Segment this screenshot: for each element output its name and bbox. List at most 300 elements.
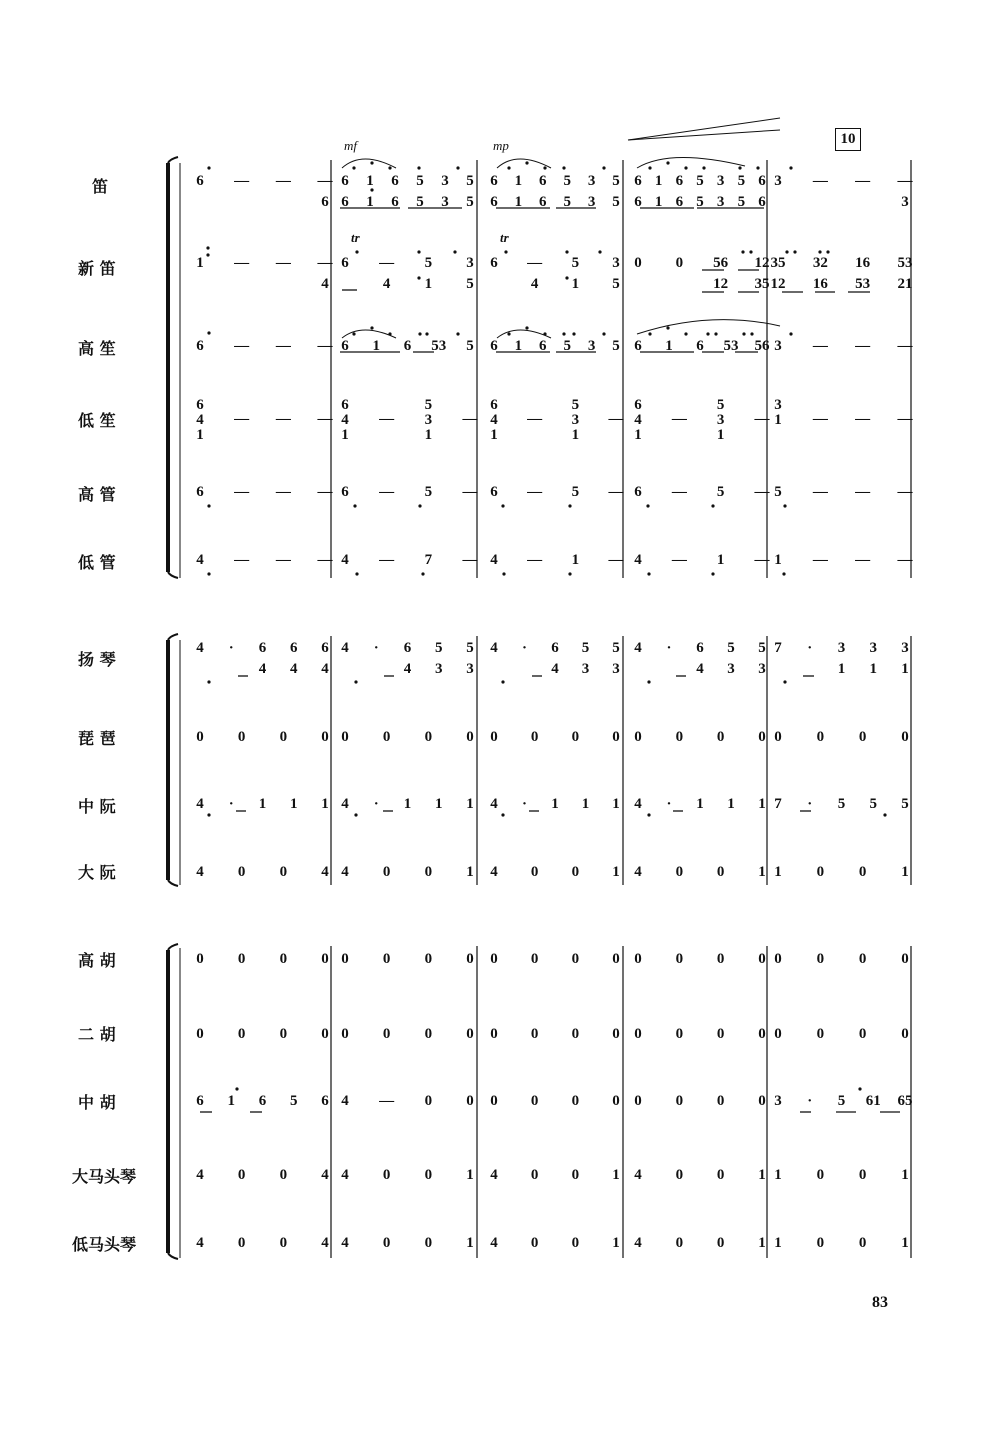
note: 0 [716,1093,725,1109]
note: 16 [812,276,828,292]
note: 4 [290,661,298,677]
note: 6 [196,173,204,189]
note: 0 [816,864,825,880]
note: 0 [424,1026,433,1042]
note: 0 [571,1026,580,1042]
note: 1 [758,1235,766,1251]
note: 6 [758,173,766,189]
note: 12 [770,276,786,292]
note: 4 [490,552,498,568]
note: 6 [341,484,349,500]
note: 6 [758,194,766,210]
note: 6 [258,1093,267,1109]
note: 4 [341,1093,349,1109]
note: 4 [341,864,349,880]
note: 0 [675,1167,684,1183]
note: 4 [341,796,349,812]
note: 6 [696,640,704,656]
note: 4 [341,552,349,568]
note: · [666,640,672,656]
note: 0 [758,729,766,745]
note: 6 [196,397,204,413]
note: 4 [490,412,498,428]
note: 4 [196,1235,204,1251]
note: — [379,411,395,427]
instrument-label-gaohu: 高 胡 [78,951,116,970]
note: 0 [675,1026,684,1042]
note: — [379,552,395,568]
note: 5 [696,173,704,189]
page-number: 83 [872,1294,888,1311]
note: 3 [774,173,782,189]
note: — [317,484,333,500]
note: 5 [581,640,590,656]
note: — [855,173,871,189]
note: 1 [571,427,580,443]
note: 0 [237,1167,246,1183]
note: 0 [816,729,825,745]
note: 0 [858,1026,867,1042]
note: 0 [279,1235,288,1251]
note: 0 [758,1026,766,1042]
note: 3 [774,397,782,413]
note: 0 [382,951,391,967]
note: 4 [196,552,204,568]
note: 4 [196,1167,204,1183]
note: 6 [490,173,498,189]
note: 0 [466,729,474,745]
note: 5 [737,194,746,210]
note: 5 [774,484,782,500]
note: — [527,484,543,500]
note: 1 [758,1167,766,1183]
note: 4 [321,864,329,880]
note: 4 [530,276,539,292]
note: 3 [435,661,443,677]
note: 4 [490,1235,498,1251]
note: 3 [612,255,620,271]
note: — [317,255,333,271]
note: 4 [321,1167,329,1183]
note: 6 [341,338,349,354]
note: 0 [530,729,539,745]
note: 1 [901,864,909,880]
note: 6 [196,338,204,354]
note: 1 [435,796,443,812]
note: — [234,411,250,427]
note: 6 [196,484,204,500]
note: 3 [716,412,725,428]
note: 5 [612,640,620,656]
note: 7 [424,552,433,568]
note: 1 [612,864,620,880]
note: 0 [858,729,867,745]
note: 3 [581,661,590,677]
note: — [275,255,291,271]
note: · [373,640,379,656]
note: 5 [869,796,877,812]
note: 6 [341,255,349,271]
note: — [234,484,250,500]
note: 0 [675,864,684,880]
note: 3 [441,173,449,189]
note: 5 [466,173,474,189]
note: 0 [424,1093,433,1109]
note: 56 [754,338,770,354]
note: 1 [466,796,474,812]
note: 4 [490,796,498,812]
note: 0 [758,1093,766,1109]
note: 0 [530,1026,539,1042]
note: 0 [424,864,433,880]
note: 5 [416,173,424,189]
note: 4 [321,1235,329,1251]
note: 6 [321,640,329,656]
note: 1 [290,796,298,812]
note: — [754,552,770,568]
note: 35 [770,255,786,271]
note: — [234,255,250,271]
note: 1 [696,796,704,812]
note: 4 [634,640,642,656]
note: 4 [196,864,204,880]
note: 0 [675,255,684,271]
note: 0 [634,1093,642,1109]
note: 4 [258,661,267,677]
note: 1 [466,1167,474,1183]
note: 6 [490,397,498,413]
note: 1 [716,427,725,443]
note: 61 [865,1093,881,1109]
note: — [317,552,333,568]
note: 6 [403,338,412,354]
note: 4 [490,1167,498,1183]
note: 0 [901,729,909,745]
note: 53 [431,338,447,354]
note: 1 [466,864,474,880]
note: 0 [279,1026,288,1042]
note: 0 [675,729,684,745]
note: 4 [490,640,498,656]
note: 5 [612,276,620,292]
instrument-label-diguan: 低 管 [78,553,116,572]
note: 1 [901,661,909,677]
note: — [812,484,828,500]
note: · [228,796,234,812]
note: 1 [774,412,782,428]
note: — [234,173,250,189]
note: — [812,173,828,189]
note: — [608,484,624,500]
note: 3 [466,255,474,271]
note: 32 [812,255,828,271]
note: 0 [716,1235,725,1251]
note: 0 [716,729,725,745]
note: 0 [382,729,391,745]
note: 1 [424,427,433,443]
note: 1 [341,427,349,443]
note: 5 [837,796,846,812]
note: 0 [237,729,246,745]
note: 1 [424,276,433,292]
note: 5 [612,194,620,210]
note: 6 [634,338,642,354]
note: 0 [774,951,782,967]
note: 0 [341,729,349,745]
note: 6 [634,397,642,413]
note: — [812,552,828,568]
note: — [812,411,828,427]
note: 3 [716,194,725,210]
note: 1 [571,552,580,568]
note: 12 [713,276,729,292]
note: 6 [391,194,399,210]
note: 1 [837,661,846,677]
note: 3 [587,194,596,210]
note: 3 [466,661,474,677]
note: 0 [237,1235,246,1251]
note: 1 [758,796,766,812]
note: — [317,411,333,427]
note: 4 [403,661,412,677]
note: 0 [466,1093,474,1109]
note: 0 [424,729,433,745]
note: 0 [321,729,329,745]
note: 56 [713,255,729,271]
note: 0 [612,951,620,967]
note: · [807,640,813,656]
note: 5 [424,484,433,500]
note: 1 [366,173,374,189]
note: 3 [587,173,596,189]
note: 5 [466,338,474,354]
note: 1 [727,796,735,812]
note: 0 [901,951,909,967]
note: 4 [321,276,329,292]
note: 0 [816,951,825,967]
note: — [671,411,687,427]
note: — [462,552,478,568]
note: 12 [754,255,770,271]
note: 6 [321,194,329,210]
note: 5 [571,255,580,271]
note: 5 [758,640,766,656]
instrument-label-zhonghu: 中 胡 [78,1093,116,1112]
instrument-label-gaoguan: 高 管 [78,485,116,504]
note: — [527,552,543,568]
note: 4 [634,864,642,880]
note: 6 [539,338,547,354]
note: 1 [654,194,663,210]
note: 5 [424,255,433,271]
note: 4 [696,661,704,677]
note: 5 [435,640,443,656]
note: 0 [612,1026,620,1042]
note: 1 [665,338,673,354]
note: — [897,411,913,427]
note: 6 [391,173,399,189]
note: 6 [196,1093,204,1109]
note: — [812,338,828,354]
note: 4 [634,1167,642,1183]
note: — [379,1093,395,1109]
note: 0 [612,1093,620,1109]
note: 1 [321,796,329,812]
note: 4 [341,412,349,428]
note: 3 [716,173,725,189]
note: — [897,173,913,189]
note: 3 [774,338,782,354]
note: — [379,255,395,271]
note: 0 [716,864,725,880]
note: 21 [897,276,913,292]
note: 0 [858,864,867,880]
note: 1 [551,796,559,812]
note: — [317,173,333,189]
note: 6 [539,194,547,210]
note: 5 [466,194,474,210]
note: 0 [279,1167,288,1183]
note: 0 [424,1167,433,1183]
instrument-label-di: 笛 [92,177,109,196]
note: — [234,552,250,568]
note: 1 [466,1235,474,1251]
note: · [228,640,234,656]
note: 0 [571,1093,580,1109]
note: 0 [634,729,642,745]
note: · [666,796,672,812]
note: 0 [816,1235,825,1251]
note: — [275,552,291,568]
note: 6 [634,484,642,500]
note: — [897,552,913,568]
note: 6 [490,194,498,210]
note: 5 [716,484,725,500]
note: 5 [612,338,620,354]
note: 0 [716,951,725,967]
note: 1 [774,864,782,880]
note: 0 [758,951,766,967]
note: 4 [382,276,391,292]
note: 53 [855,276,871,292]
note: — [855,411,871,427]
note: 5 [716,397,725,413]
note: 5 [727,640,735,656]
note: — [855,338,871,354]
note: 3 [758,661,766,677]
note: 1 [716,552,725,568]
note: — [234,338,250,354]
note: — [275,484,291,500]
note: 3 [774,1093,782,1109]
note: 3 [727,661,735,677]
note: 1 [514,173,523,189]
note: 7 [774,640,782,656]
note: 1 [571,276,580,292]
note: 0 [571,1235,580,1251]
note: 0 [716,1026,725,1042]
note: 0 [279,864,288,880]
note: — [317,338,333,354]
note: 0 [774,729,782,745]
note: 0 [279,729,288,745]
instrument-label-pipa: 琵 琶 [78,729,116,748]
note: 0 [237,1026,246,1042]
note: 53 [897,255,913,271]
note: 65 [897,1093,913,1109]
note: 1 [612,1167,620,1183]
note: 6 [341,194,349,210]
note: — [897,338,913,354]
note: 3 [869,640,877,656]
note: 6 [341,397,349,413]
note: 16 [855,255,871,271]
note: 0 [382,1235,391,1251]
note: 0 [279,951,288,967]
note: 1 [901,1235,909,1251]
note: 0 [571,729,580,745]
dynamic-mp: mp [493,138,509,153]
note: 7 [774,796,782,812]
note: · [521,640,527,656]
note: 3 [571,412,580,428]
note: 0 [858,951,867,967]
note: 1 [612,796,620,812]
note: 0 [612,729,620,745]
note: — [462,411,478,427]
note: 1 [514,338,523,354]
rehearsal-mark: 10 [835,128,861,151]
note: — [527,411,543,427]
note: — [608,411,624,427]
dynamic-mf: mf [344,138,357,153]
note: 0 [382,1026,391,1042]
note: — [754,484,770,500]
note: 6 [490,338,498,354]
note: — [275,411,291,427]
note: 3 [612,661,620,677]
note: 1 [196,427,204,443]
note: 1 [227,1093,235,1109]
note: 0 [341,951,349,967]
note: 0 [634,951,642,967]
note: 5 [563,194,571,210]
note: 1 [258,796,267,812]
note: 0 [571,864,580,880]
note: 0 [634,1026,642,1042]
note: 0 [196,1026,204,1042]
trill-mark: tr [351,230,360,245]
note: — [527,255,543,271]
note: · [807,796,813,812]
note: 0 [530,951,539,967]
instrument-label-gaosheng: 高 笙 [78,339,116,358]
note: 4 [341,640,349,656]
note: 1 [869,661,877,677]
note: 5 [466,640,474,656]
note: — [855,552,871,568]
note: 0 [321,951,329,967]
instrument-label-damatouqin: 大马头琴 [72,1167,137,1186]
note: 1 [901,1167,909,1183]
note: 0 [716,1167,725,1183]
note: — [462,484,478,500]
note: 1 [490,427,498,443]
note: 5 [737,173,746,189]
note: — [275,338,291,354]
instrument-label-daruan: 大 阮 [78,863,116,882]
note: 4 [634,412,642,428]
